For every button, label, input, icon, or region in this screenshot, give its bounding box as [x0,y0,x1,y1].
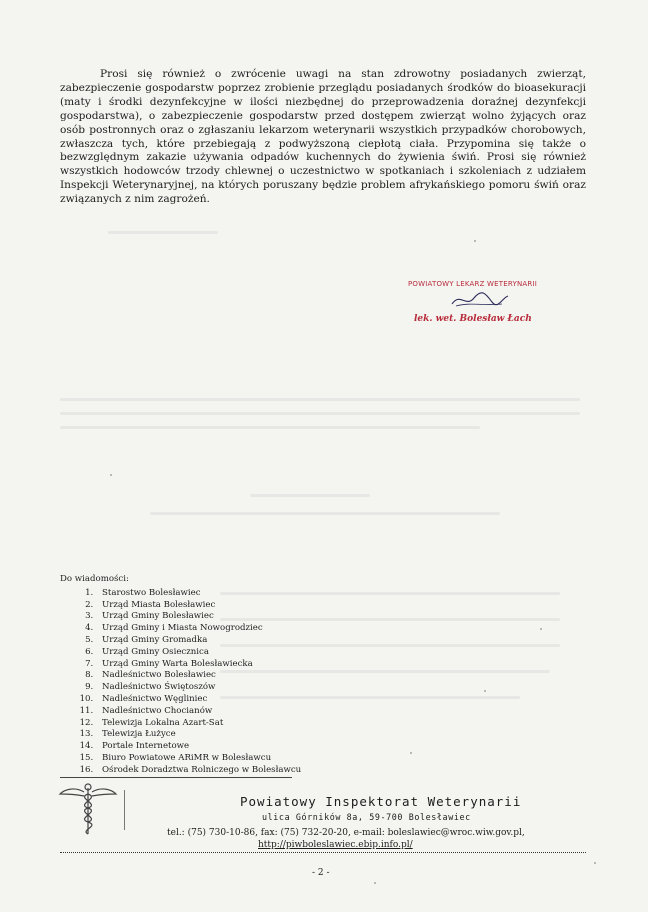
handwritten-signature-icon [450,288,510,312]
footer-dotted-rule [60,852,586,853]
distribution-item: 7. Urząd Gminy Warta Bolesławiecka [96,659,301,671]
distribution-item: 12. Telewizja Lokalna Azart-Sat [96,718,301,730]
distribution-item: 13. Telewizja Łużyce [96,729,301,741]
distribution-item: 8. Nadleśnictwo Bolesławiec [96,670,301,682]
footer-divider [124,790,125,830]
distribution-item: 11. Nadleśnictwo Chocianów [96,706,301,718]
distribution-item: 10. Nadleśnictwo Węgliniec [96,694,301,706]
footer-title: Powiatowy Inspektorat Weterynarii [240,794,522,809]
page-number: - 2 - [312,868,330,878]
distribution-item: 14. Portale Internetowe [96,741,301,753]
signature-stamp [408,280,558,324]
distribution-item: 2. Urząd Miasta Bolesławiec [96,600,301,612]
caduceus-icon [56,780,120,840]
distribution-item: 1. Starostwo Bolesławiec [96,588,301,600]
distribution-items [60,588,301,777]
footer-url-link[interactable]: http://piwboleslawiec.ebip.info.pl/ [258,840,413,850]
distribution-title: Do wiadomości: [60,574,129,584]
body-paragraph: Prosi się również o zwrócenie uwagi na stan zdrowotny posiadanych zwierząt, zabezpieczenie gospodarstw poprzez zrobienie przeglądu posiadanych środków do bioasekuracji (maty i środki dezynfekcyjne w ilości niezbędnej do przeprowadzenia doraźnej dezynfekcji gospodarstwa), o zabezpieczenie gospodarstw przed dostępem zwierząt wolno żyjących oraz osób postronnych oraz o zgłaszaniu lekarzom weterynarii wszystkich przypadków chorobowych, zwłaszcza tych, które przebiegają z podwyższoną ciepłotą ciała. Przypomina się także o bezwzględnym zakazie używania odpadów kuchennych do żywienia świń. Prosi się również wszystkich hodowców trzody chlewnej o uczestnictwo w spotkaniach i szkoleniach z udziałem Inspekcji Weterynaryjnej, na których poruszany będzie problem afrykańskiego pomoru świń oraz związanych z nim zagrożeń. [60,68,586,206]
footer-contact: tel.: (75) 730-10-86, fax: (75) 732-20-20, e-mail: boleslawiec@wroc.wiw.gov.pl, [167,828,525,838]
distribution-list [60,574,301,777]
distribution-item: 5. Urząd Gminy Gromadka [96,635,301,647]
stamp-title: POWIATOWY LEKARZ WETERYNARII [408,280,537,288]
distribution-item: 3. Urząd Gminy Bolesławiec [96,611,301,623]
distribution-item: 16. Ośrodek Doradztwa Rolniczego w Bolesławcu [96,765,301,777]
distribution-underline [60,777,292,778]
stamp-name: lek. wet. Bolesław Łach [414,314,532,324]
distribution-item: 15. Biuro Powiatowe ARiMR w Bolesławcu [96,753,301,765]
distribution-item: 4. Urząd Gminy i Miasta Nowogrodziec [96,623,301,635]
distribution-item: 9. Nadleśnictwo Świętoszów [96,682,301,694]
footer-address: ulica Górników 8a, 59-700 Bolesławiec [262,812,471,822]
distribution-item: 6. Urząd Gminy Osiecznica [96,647,301,659]
